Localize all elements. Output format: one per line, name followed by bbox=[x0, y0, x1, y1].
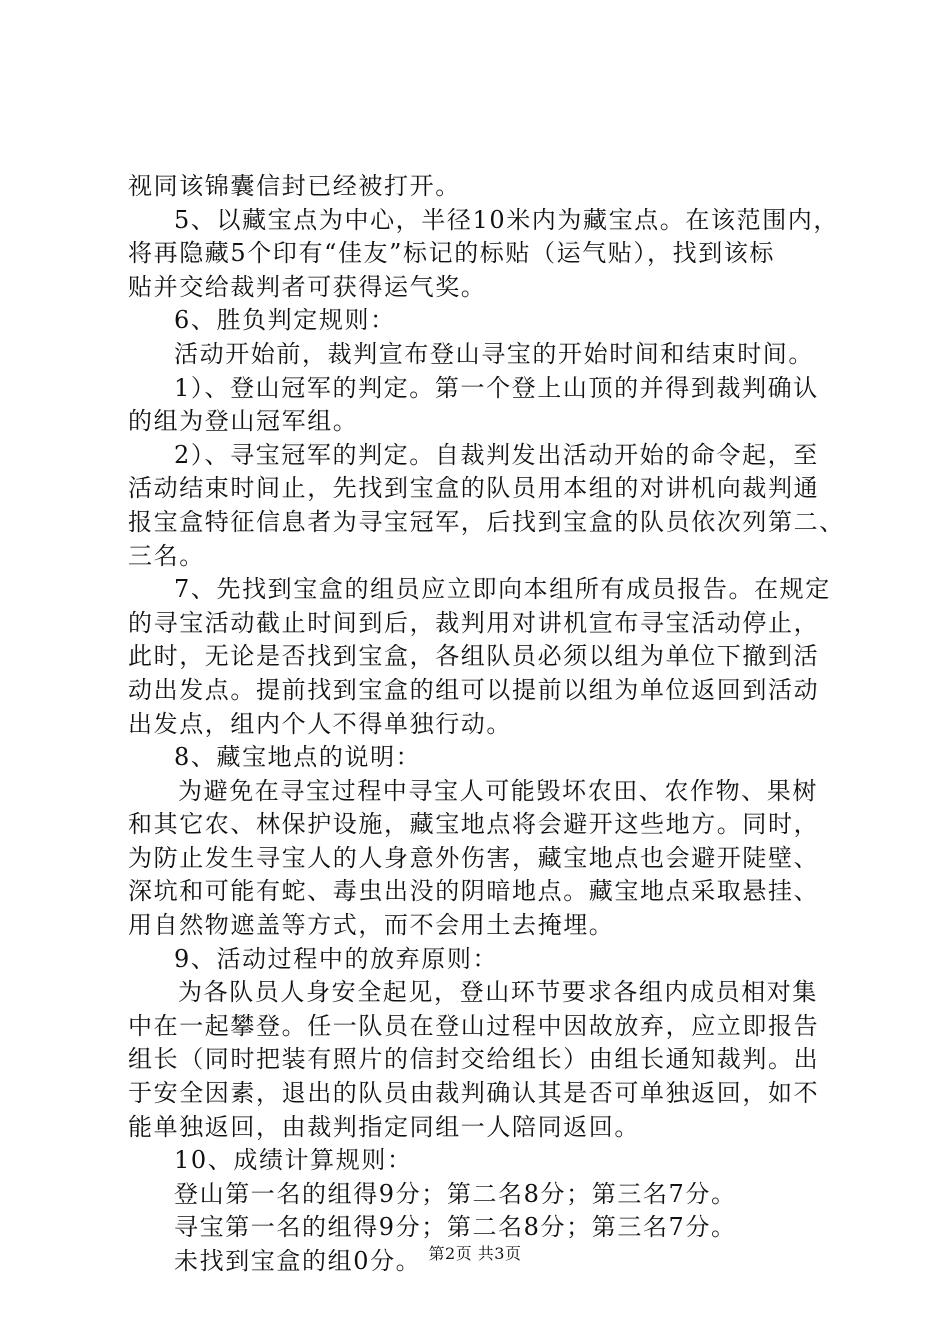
section-heading: 6、胜负判定规则： bbox=[174, 306, 396, 335]
text-line: 动出发点。提前找到宝盒的组可以提前以组为单位返回到活动 bbox=[128, 675, 820, 704]
text-line: 于安全因素，退出的队员由裁判确认其是否可单独返回，如不 bbox=[128, 1079, 820, 1108]
text-line: 深坑和可能有蛇、毒虫出没的阴暗地点。藏宝地点采取悬挂、 bbox=[128, 877, 820, 906]
text-line: 寻宝第一名的组得9分；第二名8分；第三名7分。 bbox=[174, 1213, 737, 1242]
text-line: 组长（同时把装有照片的信封交给组长）由组长通知裁判。出 bbox=[128, 1045, 820, 1074]
text-line: 1）、登山冠军的判定。第一个登上山顶的并得到裁判确认 bbox=[174, 373, 819, 402]
text-line: 用自然物遮盖等方式，而不会用土去掩埋。 bbox=[128, 911, 615, 940]
text-line: 将再隐藏5个印有“佳友”标记的标贴（运气贴），找到该标 bbox=[128, 239, 776, 268]
text-line: 5、以藏宝点为中心，半径10米内为藏宝点。在该范围内， bbox=[174, 205, 840, 234]
section-heading: 9、活动过程中的放弃原则： bbox=[174, 944, 499, 973]
section-heading: 8、藏宝地点的说明： bbox=[174, 743, 422, 772]
text-line: 的组为登山冠军组。 bbox=[128, 407, 359, 436]
text-line: 7、先找到宝盒的组员应立即向本组所有成员报告。在规定 bbox=[174, 575, 831, 604]
text-line: 未找到宝盒的组0分。 bbox=[174, 1247, 422, 1275]
text-line: 三名。 bbox=[128, 541, 205, 570]
text-line: 活动结束时间止，先找到宝盒的队员用本组的对讲机向裁判通 bbox=[128, 474, 820, 503]
text-line: 的寻宝活动截止时间到后，裁判用对讲机宣布寻宝活动停止， bbox=[128, 608, 820, 637]
text-line: 为防止发生寻宝人的人身意外伤害，藏宝地点也会避开陡壁、 bbox=[128, 843, 820, 872]
page-number-footer: 第2页 共3页 bbox=[428, 1244, 522, 1263]
text-line: 视同该锦囊信封已经被打开。 bbox=[128, 172, 461, 200]
text-line: 能单独返回，由裁判指定同组一人陪同返回。 bbox=[128, 1112, 640, 1141]
text-line: 为避免在寻宝过程中寻宝人可能毁坏农田、农作物、果树 bbox=[178, 776, 818, 805]
text-line: 出发点，组内个人不得单独行动。 bbox=[128, 709, 512, 738]
text-line: 活动开始前，裁判宣布登山寻宝的开始时间和结束时间。 bbox=[174, 339, 814, 368]
document-body bbox=[128, 170, 843, 1279]
text-line: 报宝盒特征信息者为寻宝冠军，后找到宝盒的队员依次列第二、 bbox=[128, 507, 845, 536]
text-line: 贴并交给裁判者可获得运气奖。 bbox=[128, 272, 487, 301]
text-line: 此时，无论是否找到宝盒，各组队员必须以组为单位下撤到活 bbox=[128, 642, 820, 671]
text-line: 为各队员人身安全起见，登山环节要求各组内成员相对集 bbox=[178, 978, 818, 1007]
text-line: 2）、寻宝冠军的判定。自裁判发出活动开始的命令起，至 bbox=[174, 440, 819, 469]
text-line: 登山第一名的组得9分；第二名8分；第三名7分。 bbox=[174, 1179, 737, 1208]
text-line: 和其它农、林保护设施，藏宝地点将会避开这些地方。同时， bbox=[128, 810, 820, 839]
section-heading: 10、成绩计算规则： bbox=[174, 1146, 413, 1175]
text-line: 中在一起攀登。任一队员在登山过程中因故放弃，应立即报告 bbox=[128, 1011, 820, 1040]
